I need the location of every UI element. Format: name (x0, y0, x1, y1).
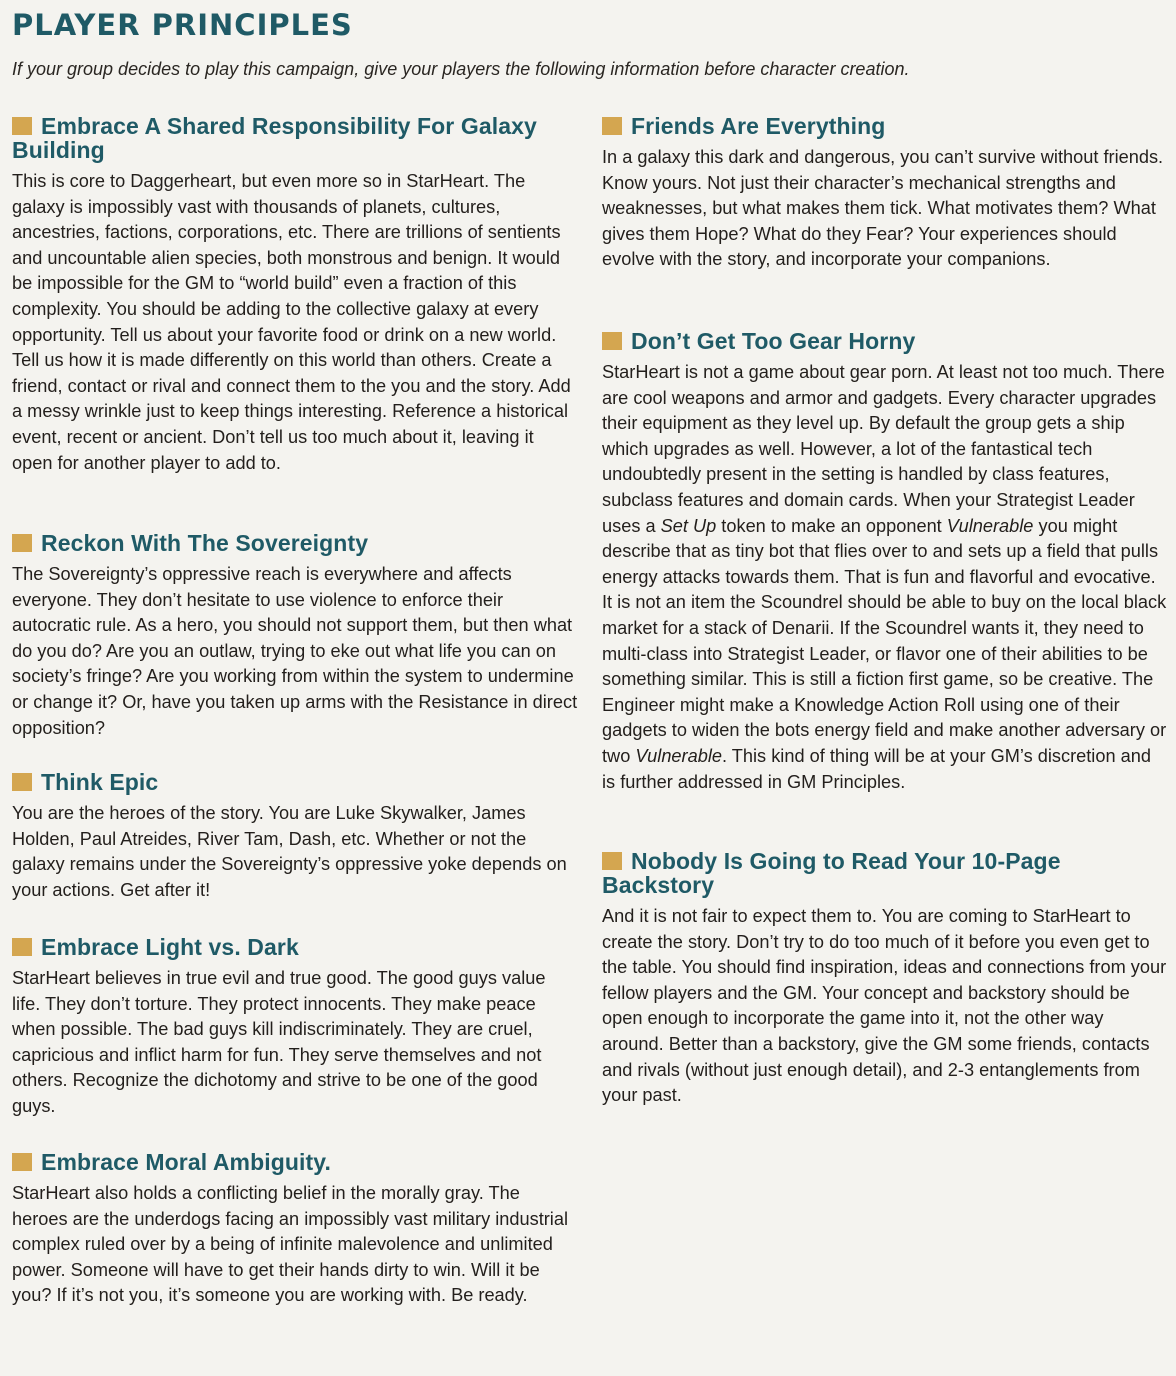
body-text: you might describe that as tiny bot that flies over to and sets up a field that pulls energy attacks towards them. That is fun and flavorful and evocative. It is not an item the Scoundrel should be able to buy on the local black market for a stack of Denarii. If the Scoundrel wants it, they need to multi-class into Strategist Leader, or flavor one of their abilities to be something similar. This is still a fiction first game, so be creative. The Engineer might make a Knowledge Action Roll using one of their gadgets to widen the bots energy field and make another adversary or two (602, 515, 1167, 766)
section-heading-text: Think Epic (41, 769, 159, 795)
vulnerable-term: Vulnerable (946, 515, 1034, 536)
section-heading (602, 114, 1168, 138)
section-heading (602, 329, 1168, 353)
section-light-vs-dark (12, 935, 578, 1120)
section-heading (12, 770, 578, 794)
intro-text: If your group decides to play this campaign, give your players the following information before character creation. (12, 59, 910, 79)
square-bullet-icon (602, 332, 622, 350)
section-body: And it is not fair to expect them to. You are coming to StarHeart to create the story. Don’t try to do too much of it before you even get to the table. You should find inspiration, ideas and connections from your fellow players and the GM. Your concept and backstory should be open enough to incorporate the game into it, not the other way around. Better than a backstory, give the GM some friends, contacts and rivals (without just enough detail), and 2-3 entanglements from your past. (602, 906, 1167, 1106)
section-body: This is core to Daggerheart, but even more so in StarHeart. The galaxy is impossibly vast with thousands of planets, cultures, ancestries, factions, corporations, etc. There are trillions of sentients and uncountable alien species, both monstrous and benign. It would be impossible for the GM to “world build” even a fraction of this complexity. You should be adding to the collective galaxy at every opportunity. Tell us about your favorite food or drink on a new world. Tell us how it is made differently on this world than others. Create a friend, contact or rival and connect them to the you and the story. Add a messy wrinkle just to keep things interesting. Reference a historical event, recent or ancient. Don’t tell us too much about it, leaving it open for another player to add to. (12, 171, 571, 473)
square-bullet-icon (12, 773, 32, 791)
page-title: PLAYER PRINCIPLES (12, 8, 353, 42)
section-gear-horny (602, 329, 1168, 795)
square-bullet-icon (12, 938, 32, 956)
section-heading (12, 114, 578, 162)
section-heading-text: Embrace A Shared Responsibility For Galaxy Building (12, 113, 537, 163)
section-body: In a galaxy this dark and dangerous, you can’t survive without friends. Know yours. Not just their character’s mechanical strengths and weaknesses, but what makes them tick. What motivates them? What gives them Hope? What do they Fear? Your experiences should evolve with the story, and incorporate your companions. (602, 147, 1164, 270)
section-heading-text: Embrace Light vs. Dark (41, 934, 299, 960)
square-bullet-icon (602, 117, 622, 135)
square-bullet-icon (12, 534, 32, 552)
section-heading-text: Friends Are Everything (631, 113, 886, 139)
set-up-term: Set Up (660, 515, 717, 536)
section-body (602, 360, 1168, 795)
section-shared-responsibility (12, 114, 578, 476)
square-bullet-icon (12, 117, 32, 135)
body-text: token to make an opponent (716, 515, 947, 536)
vulnerable-term: Vulnerable (635, 745, 722, 766)
body-text: StarHeart is not a game about gear porn. At least not too much. There are cool weapons and armor and gadgets. Every character upgrades their equipment as they level up. By default the group gets a ship which upgrades as well. However, a lot of the fantastical tech undoubtedly present in the setting is handled by class features, subclass features and domain cards. When your Strategist Leader uses a (602, 362, 1165, 536)
section-friends-everything (602, 114, 1168, 273)
body-text: . This kind of thing will be at your GM’s discretion and is further addressed in GM Principles. (602, 745, 1151, 792)
section-heading (12, 935, 578, 959)
section-body: StarHeart believes in true evil and true good. The good guys value life. They don’t torture. They protect innocents. They make peace when possible. The bad guys kill indiscriminately. They are cruel, capricious and inflict harm for fun. They serve themselves and not others. Recognize the dichotomy and strive to be one of the good guys. (12, 968, 546, 1116)
section-heading (12, 1150, 578, 1174)
square-bullet-icon (602, 852, 622, 870)
section-heading (602, 849, 1168, 897)
section-heading-text: Nobody Is Going to Read Your 10-Page Backstory (602, 848, 1061, 898)
section-body: The Sovereignty’s oppressive reach is everywhere and affects everyone. They don’t hesitate to use violence to enforce their autocratic rule. As a hero, you should not support them, but then what do you do? Are you an outlaw, trying to eke out what life you can on society’s fringe? Are you working from within the system to undermine or change it? Or, have you taken up arms with the Resistance in direct opposition? (12, 564, 578, 738)
section-heading-text: Don’t Get Too Gear Horny (631, 328, 916, 354)
section-body: StarHeart also holds a conflicting belief in the morally gray. The heroes are the underdogs facing an impossibly vast military industrial complex ruled over by a being of infinite malevolence and unlimited power. Someone will have to get their hands dirty to win. Will it be you? If it’s not you, it’s someone you are working with. Be ready. (12, 1183, 569, 1306)
section-heading-text: Reckon With The Sovereignty (41, 530, 369, 556)
section-heading (12, 531, 578, 555)
section-moral-ambiguity (12, 1150, 578, 1309)
section-reckon-sovereignty (12, 531, 578, 741)
square-bullet-icon (12, 1153, 32, 1171)
section-think-epic (12, 770, 578, 903)
section-body: You are the heroes of the story. You are Luke Skywalker, James Holden, Paul Atreides, River Tam, Dash, etc. Whether or not the galaxy remains under the Sovereignty’s oppressive yoke depends on your actions. Get after it! (12, 803, 567, 900)
section-heading-text: Embrace Moral Ambiguity. (41, 1149, 331, 1175)
section-backstory (602, 849, 1168, 1109)
